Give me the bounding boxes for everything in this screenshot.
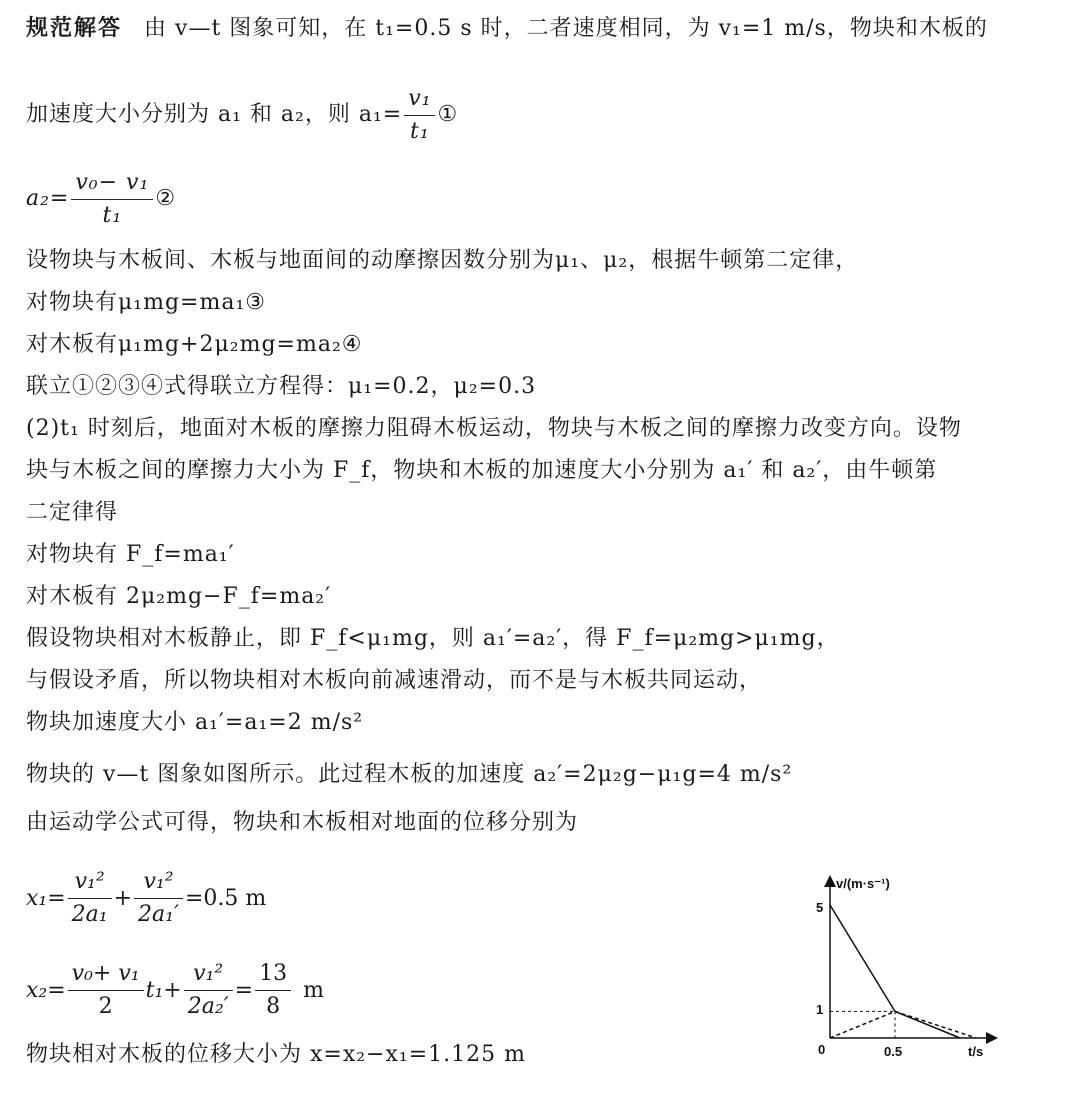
fraction	[184, 958, 233, 1023]
equation-x2	[26, 950, 324, 1030]
line-6: 对木板有μ₁mg+2μ₂mg=ma₂④	[26, 332, 363, 357]
line-text: 加速度大小分别为 a₁ 和 a₂，则 a₁=	[26, 102, 403, 127]
fraction-numerator: v₁²	[134, 866, 183, 899]
line-7: 联立①②③④式得联立方程得：μ₁=0.2，μ₂=0.3	[26, 374, 537, 399]
line-10: 二定律得	[26, 500, 119, 525]
line-17: 由运动学公式可得，物块和木板相对地面的位移分别为	[26, 810, 579, 835]
equation-lhs: x₁=	[26, 885, 66, 911]
fraction	[68, 958, 144, 1023]
fraction	[68, 866, 112, 931]
line-5: 对物块有μ₁mg=ma₁③	[26, 290, 267, 315]
line-9: 块与木板之间的摩擦力大小为 F_f，物块和木板的加速度大小分别为 a₁′ 和 a₂′，由牛顿第	[26, 458, 938, 483]
equation-term: t₁+	[145, 977, 182, 1003]
line-2	[26, 80, 458, 150]
series-line-2	[830, 1011, 895, 1038]
fraction-numerator: v₁²	[184, 958, 233, 991]
fraction-denominator: 8	[266, 993, 281, 1019]
line-4: 设物块与木板间、木板与地面间的动摩擦因数分别为μ₁、μ₂，根据牛顿第二定律，	[26, 248, 859, 273]
line-text: a₂=	[26, 186, 70, 211]
fraction-denominator: 2	[98, 993, 113, 1019]
origin-label: 0	[818, 1042, 826, 1057]
fraction-numerator: v₁	[404, 83, 435, 116]
equation-lhs: x₂=	[26, 977, 66, 1003]
y-tick-label-1: 1	[816, 1002, 824, 1017]
operator: =	[234, 977, 254, 1003]
operator: +	[113, 885, 133, 911]
line-15: 物块加速度大小 a₁′=a₁=2 m/s²	[26, 710, 364, 735]
equation-x1	[26, 858, 266, 938]
equation-number: ②	[155, 186, 177, 211]
equation-rhs: =0.5 m	[184, 885, 267, 911]
y-tick-label-5: 5	[816, 900, 824, 915]
line-14: 与假设矛盾，所以物块相对木板向前减速滑动，而不是与木板共同运动，	[26, 668, 763, 693]
fraction-numerator: v₀+ v₁	[68, 958, 144, 991]
line-text: 由 v—t 图象可知，在 t₁=0.5 s 时，二者速度相同，为 v₁=1 m/s，物块和木板的	[144, 16, 988, 41]
line-3	[26, 164, 176, 234]
line-16: 物块的 v—t 图象如图所示。此过程木板的加速度 a₂′=2μ₂g−μ₁g=4 m/s²	[26, 762, 793, 787]
line-12: 对木板有 2μ₂mg−F_f=ma₂′	[26, 584, 332, 609]
fraction-numerator: 13	[255, 958, 291, 991]
fraction-denominator: t₁	[410, 118, 430, 144]
fraction-numerator: v₀− v₁	[71, 167, 153, 200]
velocity-time-graph	[800, 866, 1030, 1066]
fraction	[404, 83, 435, 148]
line-11: 对物块有 F_f=ma₁′	[26, 542, 235, 567]
y-axis-label: v/(m·s⁻¹)	[836, 876, 890, 891]
fraction-denominator: 2a₁′	[138, 901, 179, 927]
fraction	[255, 958, 291, 1023]
line-1	[26, 14, 988, 44]
fraction	[71, 167, 153, 232]
x-axis-label: t/s	[968, 1044, 984, 1059]
fraction-denominator: t₁	[102, 202, 123, 228]
unit: m	[303, 977, 324, 1003]
series-line-0	[830, 905, 895, 1011]
line-13: 假设物块相对木板静止，即 F_f<μ₁mg，则 a₁′=a₂′，得 F_f=μ₂mg>μ₁mg，	[26, 626, 840, 651]
x-tick-label-0.5: 0.5	[884, 1044, 903, 1059]
equation-number: ①	[437, 102, 459, 127]
line-8: (2)t₁ 时刻后，地面对木板的摩擦力阻碍木板运动，物块与木板之间的摩擦力改变方向。设物	[26, 416, 962, 441]
series-line-3	[895, 1011, 976, 1038]
series-line-1	[895, 1011, 960, 1038]
fraction-denominator: 2a₂′	[187, 993, 229, 1019]
section-heading: 规范解答	[26, 16, 123, 41]
fraction	[134, 866, 183, 931]
final-line: 物块相对木板的位移大小为 x=x₂−x₁=1.125 m	[26, 1042, 526, 1067]
fraction-numerator: v₁²	[68, 866, 112, 899]
fraction-denominator: 2a₁	[71, 901, 108, 927]
